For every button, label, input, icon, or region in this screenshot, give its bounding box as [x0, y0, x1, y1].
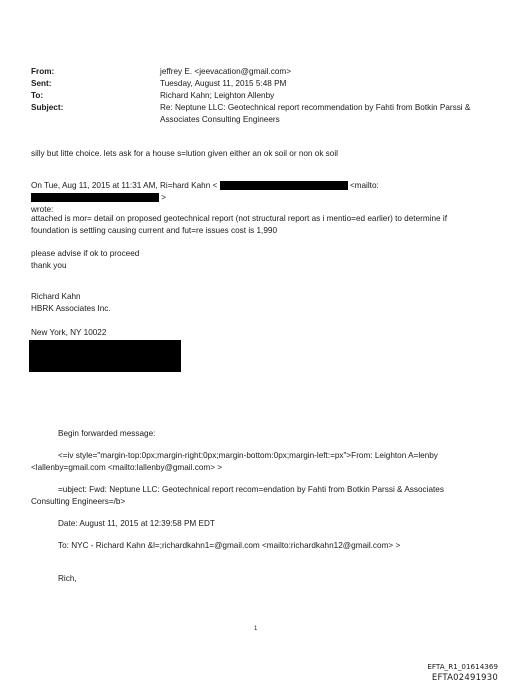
- sent-value: Tuesday, August 11, 2015 5:48 PM: [160, 79, 287, 88]
- reply-text: silly but litte choice. lets ask for a house s=lution given either an ok soil or non ok soil: [31, 149, 338, 158]
- attached-line-1: attached is mor= detail on proposed geotechnical report (not structural report as i mentio=ed earlier) to determine if: [31, 214, 447, 223]
- subject-line-2: Associates Consulting Engineers: [160, 114, 280, 124]
- bates-stamp-1: EFTA_R1_01614369: [427, 662, 498, 671]
- forwarded-from-line-1: <=iv style="margin-top:0px;margin-right:0px;margin-bottom:0px;margin-left:=px">From: Leighton A=lenby: [58, 451, 438, 460]
- to-value: Richard Kahn; Leighton Allenby: [160, 91, 275, 100]
- signature-name: Richard Kahn: [31, 292, 81, 301]
- quote-intro-line: [31, 180, 481, 204]
- signature-city: New York, NY 10022: [31, 327, 107, 337]
- attached-line-2: foundation is settling causing current and fut=re issues cost is 1,990: [31, 225, 277, 235]
- signature: [31, 291, 481, 339]
- forwarded-salutation: Rich,: [58, 574, 77, 583]
- sent-label: Sent:: [31, 79, 52, 88]
- quote-intro-part1: On Tue, Aug 11, 2015 at 11:31 AM, Ri=hard Kahn <: [31, 181, 218, 190]
- page-number: 1: [254, 626, 258, 632]
- quote-intro-wrote: wrote:: [31, 204, 54, 214]
- quote-intro-close: >: [161, 192, 167, 202]
- forwarded-begin: Begin forwarded message:: [58, 429, 156, 438]
- redaction-block: [29, 340, 181, 372]
- from-value: jeffrey E. <jeevacation@gmail.com>: [160, 67, 292, 76]
- to-label: To:: [31, 91, 44, 100]
- redaction-email: [220, 181, 348, 190]
- forwarded-subject-line-2: Consulting Engineers=/b>: [31, 497, 126, 506]
- subject-label: Subject:: [31, 103, 64, 112]
- redaction-mailto: [31, 193, 159, 202]
- subject-value: [160, 102, 490, 126]
- quote-intro: [31, 180, 481, 216]
- from-label: From:: [31, 67, 55, 76]
- forwarded-from-line-2: <lallenby=gmail.com <mailto:lallenby@gmail.com> >: [31, 463, 223, 472]
- attached-paragraph: [31, 213, 481, 237]
- forwarded-subject-line-1: =ubject: Fwd: Neptune LLC: Geotechnical report recom=endation by Fahti from Botkin Parssi & Associates: [58, 485, 444, 494]
- bates-stamp-2: EFTA02491930: [431, 673, 498, 683]
- advise-line-2: thank you: [31, 260, 67, 270]
- subject-line-1: Re: Neptune LLC: Geotechnical report recommendation by Fahti from Botkin Parssi &: [160, 103, 471, 112]
- advise-paragraph: [31, 248, 481, 272]
- signature-company: HBRK Associates Inc.: [31, 303, 111, 313]
- advise-line-1: please advise if ok to proceed: [31, 249, 140, 258]
- forwarded-date: Date: August 11, 2015 at 12:39:58 PM EDT: [58, 519, 215, 528]
- quote-intro-mailto: <mailto:: [349, 181, 379, 190]
- forwarded-to: To: NYC - Richard Kahn &l=;richardkahn1=@gmail.com <mailto:richardkahn12@gmail.com> >: [58, 541, 401, 550]
